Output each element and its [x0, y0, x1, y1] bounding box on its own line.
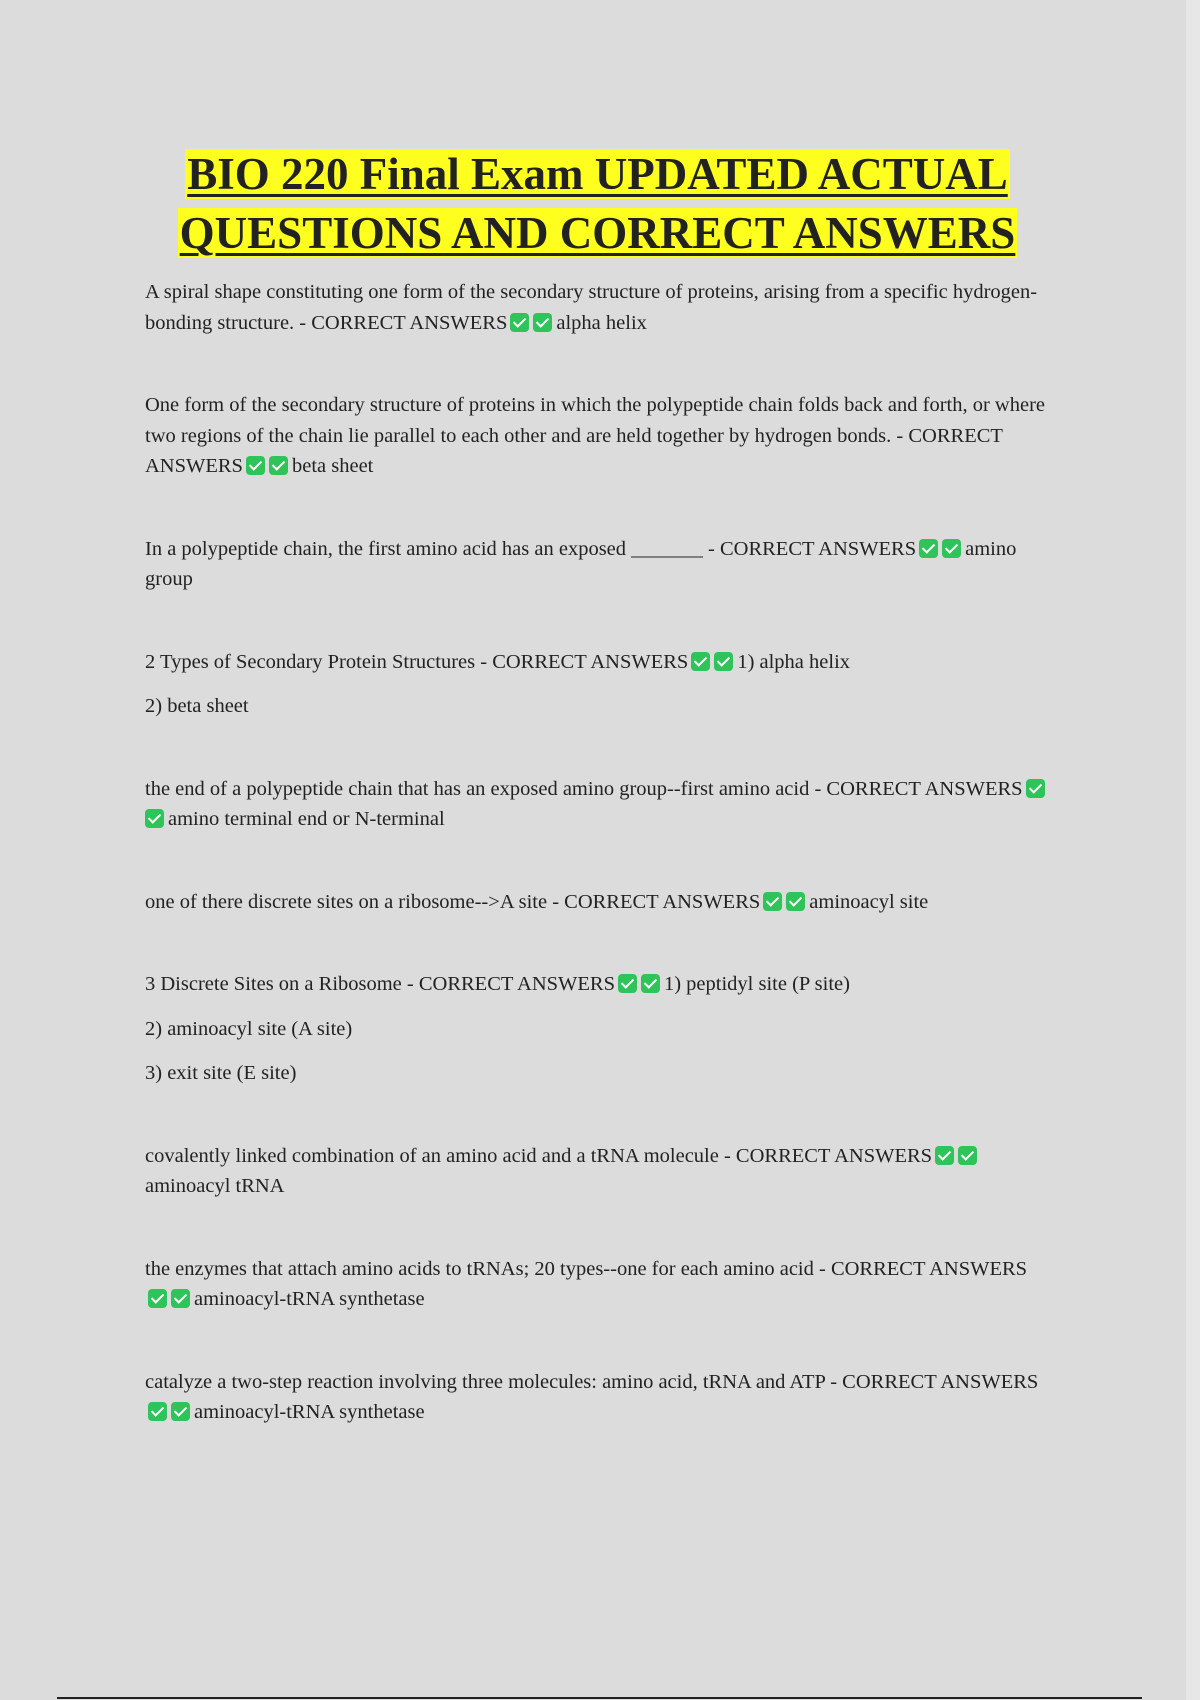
qa-item [145, 774, 1050, 835]
qa-line [145, 1254, 1050, 1315]
document-title [145, 145, 1050, 263]
document-title-text: BIO 220 Final Exam UPDATED ACTUAL QUESTIONS AND CORRECT ANSWERS [179, 149, 1016, 258]
check-mark-icon [618, 974, 637, 993]
check-mark-icon [641, 974, 660, 993]
question-text: the enzymes that attach amino acids to tRNAs; 20 types--one for each amino acid - CORRECT ANSWERS [145, 1257, 1028, 1280]
question-text: covalently linked combination of an amino acid and a tRNA molecule - CORRECT ANSWERS [145, 1144, 933, 1167]
answer-text: aminoacyl-tRNA synthetase [194, 1288, 425, 1310]
check-mark-icon [958, 1146, 977, 1165]
check-mark-icon [148, 1402, 167, 1421]
answer-text: 1) peptidyl site (P site) [663, 973, 850, 995]
qa-line [145, 969, 1050, 1000]
check-mark-icon [1026, 779, 1045, 798]
question-text: A spiral shape constituting one form of the secondary structure of proteins, arising from a specific hydrogen-bonding structure. - CORRECT ANSWERS [145, 281, 1038, 334]
check-mark-icon [171, 1289, 190, 1308]
question-text: 3 Discrete Sites on a Ribosome - CORRECT ANSWERS [145, 973, 615, 995]
qa-item [145, 534, 1050, 595]
qa-line [145, 647, 1050, 678]
answer-continuation: 2) aminoacyl site (A site) [145, 1017, 353, 1040]
check-mark-icon [942, 539, 961, 558]
qa-item [145, 647, 1050, 722]
answer-text: aminoacyl-tRNA synthetase [194, 1401, 425, 1423]
qa-line [145, 774, 1050, 835]
answer-continuation: 2) beta sheet [145, 695, 249, 717]
answer-text: alpha helix [556, 311, 647, 334]
answer-text: amino terminal end or N-terminal [168, 808, 445, 830]
qa-line [145, 887, 1050, 918]
qa-line [145, 390, 1050, 482]
question-text: One form of the secondary structure of proteins in which the polypeptide chain folds back and forth, or where two regions of the chain lie parallel to each other and are held together by hydrogen bonds. - CORRECT ANSWERS [145, 394, 1046, 477]
check-mark-icon [148, 1289, 167, 1308]
question-text: catalyze a two-step reaction involving three molecules: amino acid, tRNA and ATP - CORRECT ANSWERS [145, 1370, 1039, 1393]
answer-continuation: 3) exit site (E site) [145, 1062, 297, 1084]
qa-item [145, 1367, 1050, 1428]
qa-line [145, 1367, 1050, 1428]
check-mark-icon [246, 456, 265, 475]
qa-item [145, 1254, 1050, 1315]
check-mark-icon [919, 539, 938, 558]
answer-text: amino group [145, 537, 1017, 590]
check-mark-icon [171, 1402, 190, 1421]
question-text: 2 Types of Secondary Protein Structures - CORRECT ANSWERS [145, 650, 689, 673]
qa-item [145, 1141, 1050, 1202]
check-mark-icon [786, 892, 805, 911]
page-bottom-rule [57, 1697, 1142, 1699]
answer-text: beta sheet [291, 455, 374, 477]
answer-text: aminoacyl tRNA [145, 1175, 285, 1197]
answer-text: aminoacyl site [809, 890, 929, 913]
question-text: the end of a polypeptide chain that has an exposed amino group--first amino acid - CORRECT ANSWERS [145, 777, 1023, 800]
check-mark-icon [763, 892, 782, 911]
check-mark-icon [935, 1146, 954, 1165]
qa-line [145, 1141, 1050, 1202]
check-mark-icon [714, 652, 733, 671]
qa-line [145, 534, 1050, 595]
answer-text: 1) alpha helix [737, 650, 851, 673]
check-mark-icon [533, 313, 552, 332]
qa-item [145, 390, 1050, 482]
question-text: In a polypeptide chain, the first amino acid has an exposed _______ - CORRECT ANSWERS [145, 537, 917, 560]
qa-item [145, 887, 1050, 918]
qa-line [145, 277, 1050, 338]
check-mark-icon [269, 456, 288, 475]
check-mark-icon [691, 652, 710, 671]
check-mark-icon [145, 809, 164, 828]
check-mark-icon [510, 313, 529, 332]
qa-item [145, 969, 1050, 1089]
document-body [145, 145, 1050, 1428]
question-text: one of there discrete sites on a ribosome-->A site - CORRECT ANSWERS [145, 890, 761, 913]
qa-list [145, 277, 1050, 1428]
qa-item [145, 277, 1050, 338]
page-edge [1186, 0, 1200, 1700]
